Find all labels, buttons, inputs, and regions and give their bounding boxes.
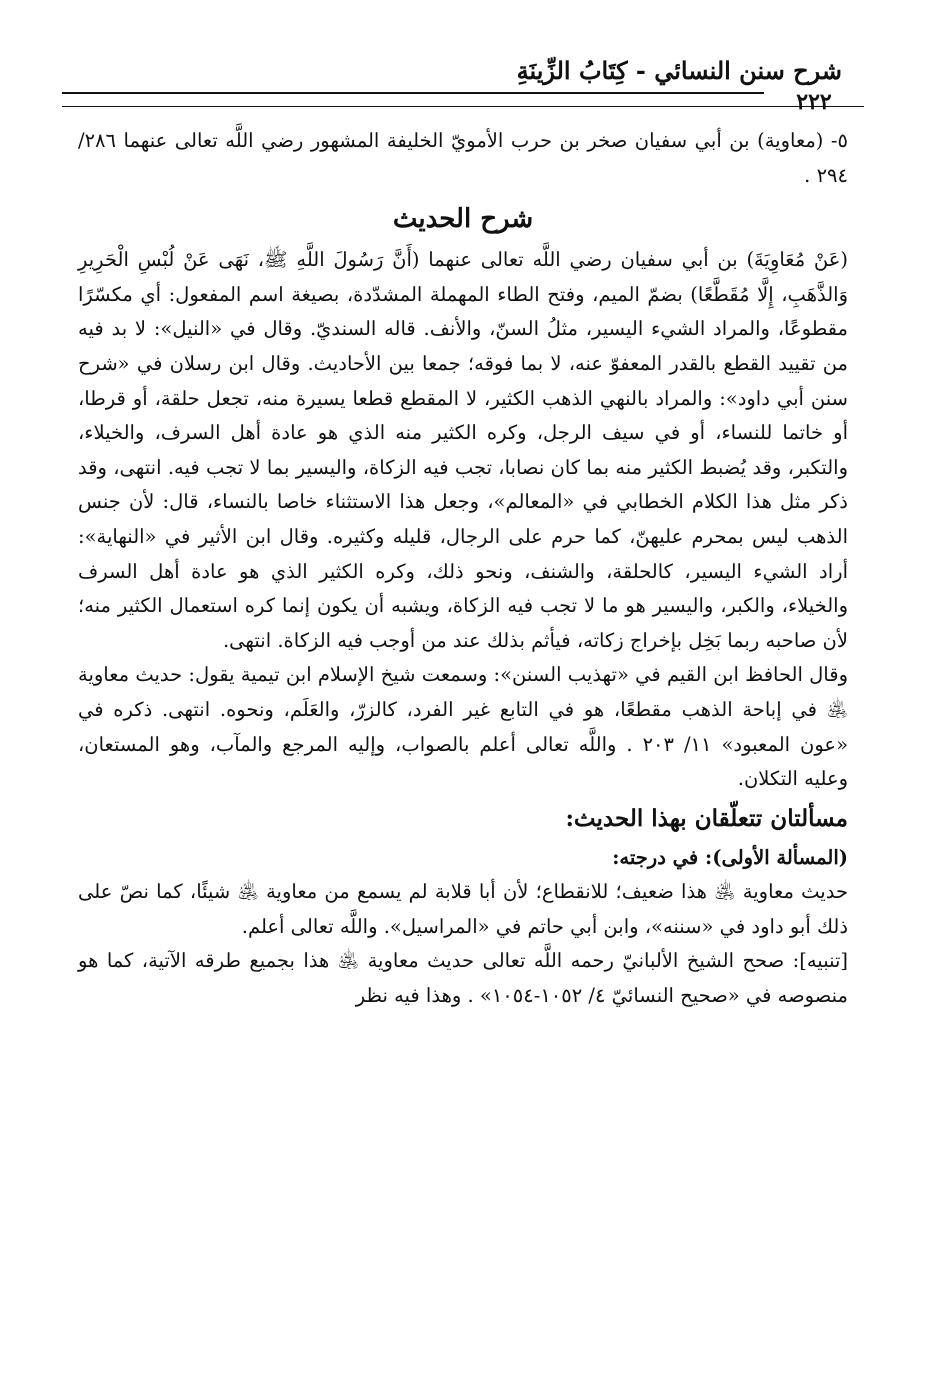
explanation-paragraph-2: وقال الحافظ ابن القيم في «تهذيب السنن»: وسمعت شيخ الإسلام ابن تيمية يقول: حديث معاوية ﵁ في إباحة الذهب مقطعًا، هو في التابع غير الفرد، كالزرّ، والعَلَم، ونحوه. انتهى. ذكره في «عون المعبود» ١١/ ٢٠٣ . واللَّه تعالى أعلم بالصواب، وإليه المرجع والمآب، وهو المستعان، وعليه التكلان. — [78, 663, 848, 791]
header-rule-thin — [62, 106, 864, 107]
section-title: شرح الحديث — [392, 204, 534, 235]
issue-1-title: (المسألة الأولى): في درجته: — [612, 845, 848, 869]
explanation-paragraph-1: (عَنْ مُعَاوِيَةَ) بن أبي سفيان رضي اللَّه تعالى عنهما (أَنَّ رَسُولَ اللَّهِ ﷺ، نَهَى عَنْ لُبْسِ الْحَرِيرِ وَالذَّهَبِ، إِلَّا مُقَطَّعًا) بضمّ الميم، وفتح الطاء المهملة المشدّدة، بصيغة اسم المفعول: أي مكسّرًا مقطوعًا، والمراد الشيء اليسير، مثلُ السنّ، والأنف. قاله السنديّ. وقال في «النيل»: لا بد فيه من تقييد القطع بالقدر المعفوّ عنه، لا بما فوقه؛ جمعا بين الأحاديث. وقال ابن رسلان في «شرح سنن أبي داود»: والمراد بالنهي الذهب الكثير، لا المقطع قطعا يسيرة منه، تجعل حلقة، أو قرطا، أو خاتما للنساء، أو في سيف الرجل، وكره الكثير منه الذي هو عادة أهل السرف، والخيلاء، والتكبر، وقد يُضبط الكثير منه بما كان نصابا، تجب فيه الزكاة، واليسير بما لا تجب فيه. انتهى، وقد ذكر مثل هذا الكلام الخطابي في «المعالم»، وجعل هذا الاستثناء خاصا بالنساء، قال: لأن جنس الذهب ليس بمحرم عليهنّ، كما حرم على الرجال، قليله وكثيره. وقال ابن الأثير في «النهاية»: أراد الشيء اليسير، كالحلقة، والشنف، ونحو ذلك، وكره الكثير الذي هو عادة أهل السرف والخيلاء، والكبر، واليسير هو ما لا تجب فيه الزكاة، ويشبه أن يكون إنما كره استعمال الكثير منه؛ لأن صاحبه ربما بَخِل بإخراج زكاته، فيأثم بذلك عند من أوجب فيه الزكاة. انتهى. — [78, 248, 848, 652]
issues-title: مسألتان تتعلّقان بهذا الحديث: — [565, 804, 848, 832]
page-number: ٢٢٢ — [764, 90, 864, 114]
page-body — [78, 124, 848, 1014]
note-paragraph: [تنبيه]: صحح الشيخ الألبانيّ رحمه اللَّه تعالى حديث معاوية ﵁ هذا بجميع طرقه الآتية، كما هو منصوصه في «صحيح النسائيّ ٤/ ١٠٥٢-١٠٥٤» . وهذا فيه نظر — [78, 949, 848, 1008]
issue-1-text: حديث معاوية ﵁ هذا ضعيف؛ للانقطاع؛ لأن أبا قلابة لم يسمع من معاوية ﵁ شيئًا، كما نصّ على ذلك أبو داود في «سننه»، وابن أبي حاتم في «المراسيل». واللَّه تعالى أعلم. — [78, 880, 848, 938]
page-header — [62, 50, 864, 115]
header-rule — [62, 92, 864, 94]
running-title: شرح سنن النسائي - كِتَابُ الزِّينَةِ — [516, 56, 842, 85]
footnote-5: ٥- (معاوية) بن أبي سفيان صخر بن حرب الأمويّ الخليفة المشهور رضي اللَّه تعالى عنهما ٢٨٦/ ٢٩٤ . — [78, 129, 848, 187]
